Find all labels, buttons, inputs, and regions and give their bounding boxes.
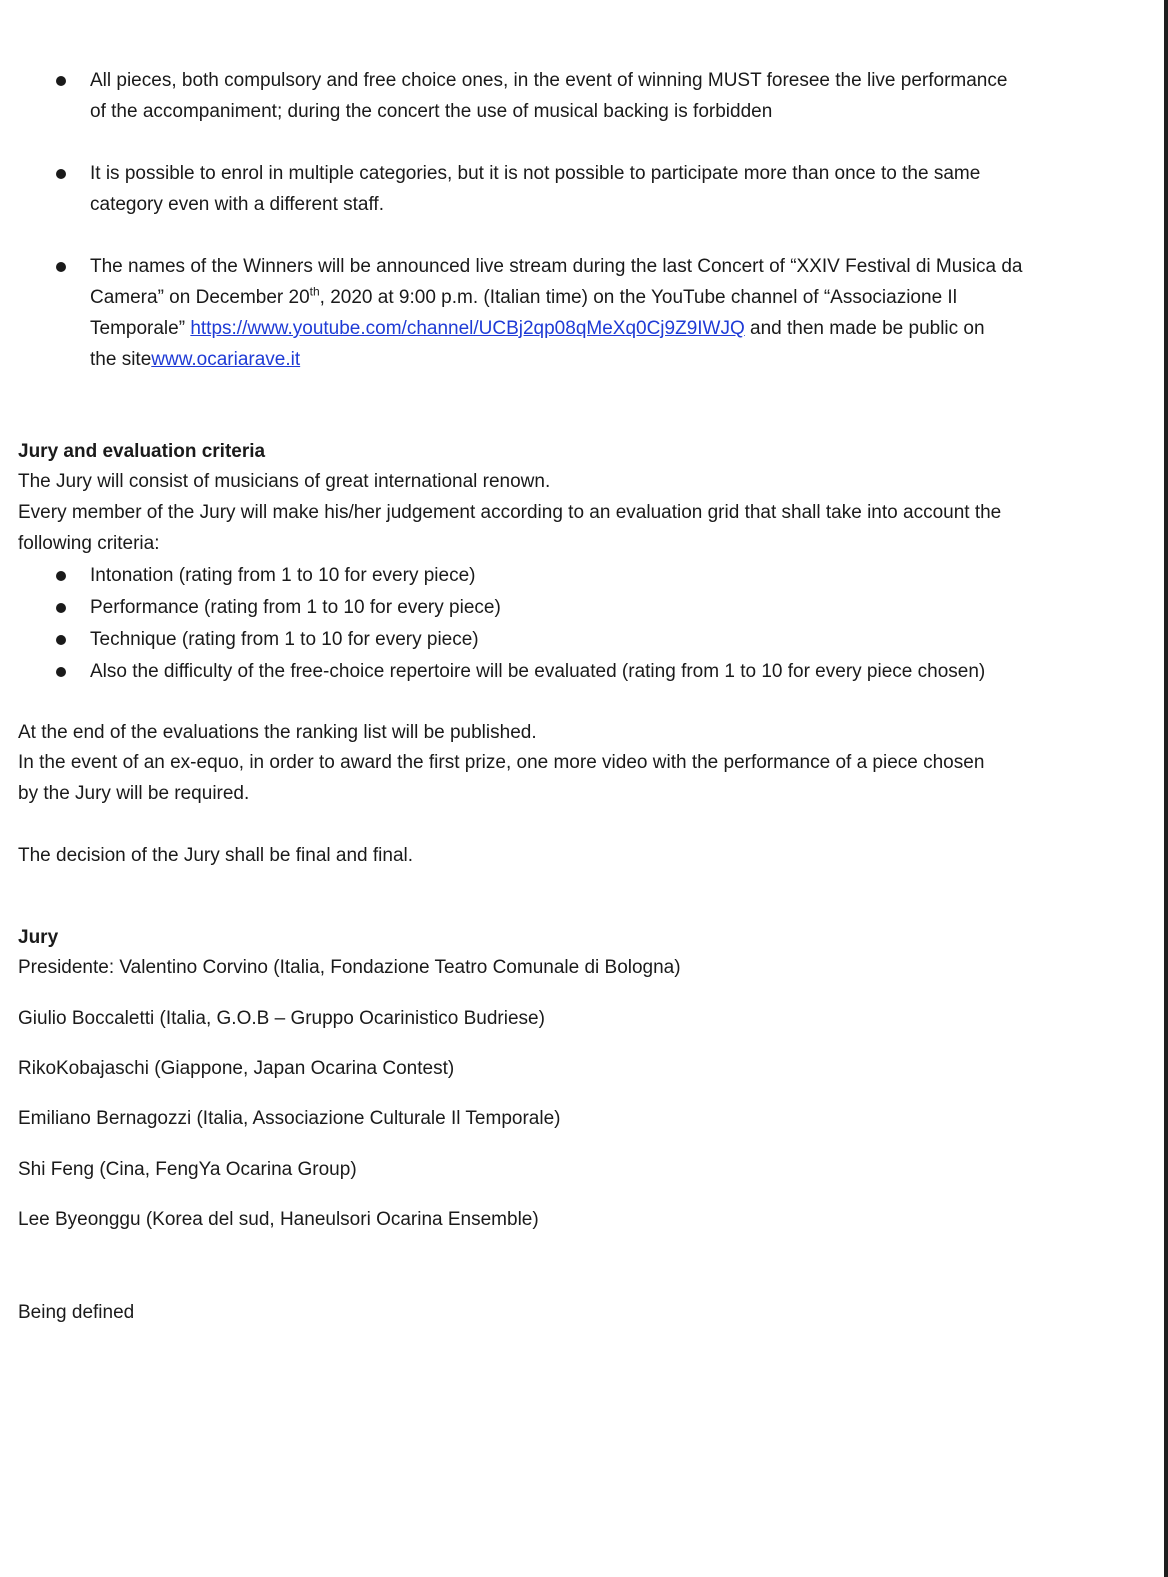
text-line [90,344,1090,375]
text-segment: Temporale” [90,318,191,339]
criteria-item: Technique (rating from 1 to 10 for every piece) [90,629,479,650]
paragraph: At the end of the evaluations the ranking list will be published. [18,722,537,743]
bullet-icon [56,571,66,581]
criteria-item: Intonation (rating from 1 to 10 for every piece) [90,565,476,586]
site-link[interactable]: www.ocariarave.it [151,349,301,370]
paragraph: by the Jury will be required. [18,783,250,804]
bullet-icon [56,603,66,613]
criteria-item: Performance (rating from 1 to 10 for every piece) [90,597,501,618]
jury-member: Presidente: Valentino Corvino (Italia, Fondazione Teatro Comunale di Bologna) [18,957,681,978]
text-segment: , 2020 at 9:00 p.m. (Italian time) on the YouTube channel of “Associazione Il [319,287,957,308]
text-line: of the accompaniment; during the concert the use of musical backing is forbidden [90,101,773,122]
winners-list-item [90,251,1090,375]
text-line: It is possible to enrol in multiple categories, but it is not possible to participate more than once to the same [90,163,981,184]
jury-member: RikoKobajaschi (Giappone, Japan Ocarina Contest) [18,1058,455,1079]
list-item [90,65,1090,127]
jury-member: Emiliano Bernagozzi (Italia, Associazione Culturale Il Temporale) [18,1108,561,1129]
jury-member: Shi Feng (Cina, FengYa Ocarina Group) [18,1159,357,1180]
criteria-item: Also the difficulty of the free-choice repertoire will be evaluated (rating from 1 to 10 for every piece chosen) [90,661,986,682]
bullet-icon [56,667,66,677]
jury-member: Giulio Boccaletti (Italia, G.O.B – Gruppo Ocarinistico Budriese) [18,1008,545,1029]
text-segment: and then made be public on [744,318,985,339]
text-segment: Camera” on December 20 [90,287,310,308]
bullet-icon [56,262,66,272]
paragraph: Every member of the Jury will make his/her judgement according to an evaluation grid that shall take into account the [18,502,1002,523]
paragraph: In the event of an ex-equo, in order to award the first prize, one more video with the performance of a piece chosen [18,752,985,773]
paragraph: following criteria: [18,533,160,554]
bullet-icon [56,635,66,645]
bullet-icon [56,76,66,86]
text-line [90,313,1090,344]
jury-member: Lee Byeonggu (Korea del sud, Haneulsori Ocarina Ensemble) [18,1209,539,1230]
page-edge-divider [1164,0,1168,1577]
bullet-icon [56,169,66,179]
youtube-channel-link[interactable]: https://www.youtube.com/channel/UCBj2qp08qMeXq0Cj9Z9IWJQ [190,318,745,339]
text-line: The names of the Winners will be announced live stream during the last Concert of “XXIV Festival di Musica da [90,256,1023,277]
status-text: Being defined [18,1302,135,1323]
text-line [90,282,1090,313]
paragraph: The decision of the Jury shall be final and final. [18,845,414,866]
list-item [90,158,1090,220]
text-segment: the site [90,349,152,370]
text-line: All pieces, both compulsory and free choice ones, in the event of winning MUST foresee the live performance [90,70,1008,91]
section-heading-jury: Jury [18,927,59,948]
paragraph: The Jury will consist of musicians of great international renown. [18,471,551,492]
text-line: category even with a different staff. [90,194,384,215]
section-heading-criteria: Jury and evaluation criteria [18,441,266,462]
superscript: th [309,284,320,299]
